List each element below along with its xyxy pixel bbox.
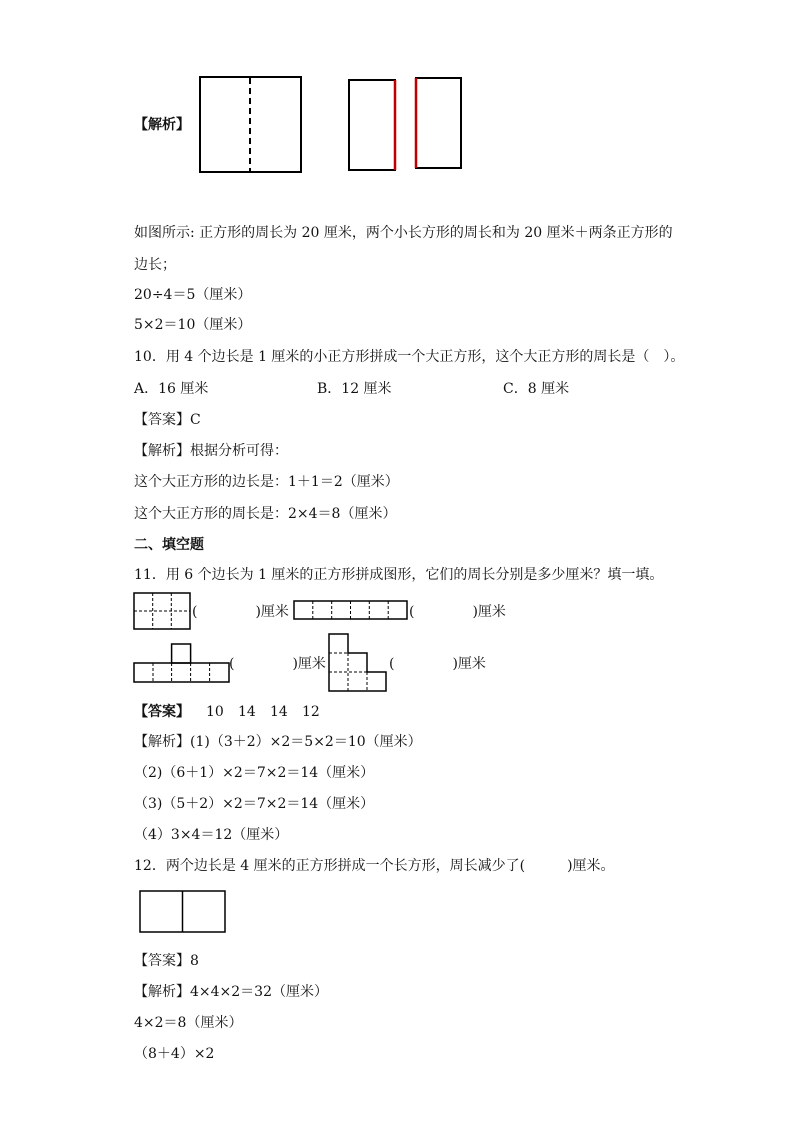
q11-answer-tag: 【答案】 (134, 704, 190, 720)
q12-analysis: 【解析】4×4×2＝32（厘米） (134, 984, 328, 1000)
q11-answer-1: 10 (206, 704, 224, 720)
blank-close: )厘米 (292, 656, 326, 672)
q11-figure-4 (328, 633, 388, 693)
q10-answer: 【答案】C (134, 412, 201, 428)
q11-figure-1 (133, 592, 191, 630)
section-title: 二、填空题 (134, 537, 204, 553)
q11-question: 11．用 6 个边长为 1 厘米的正方形拼成图形，它们的周长分别是多少厘米？填一填。 (134, 567, 664, 583)
blank-open: ( (229, 656, 235, 672)
square-split-figure (199, 76, 303, 174)
q12-rectangle-figure (139, 890, 227, 934)
q10-analysis: 【解析】根据分析可得： (134, 443, 288, 459)
q10-option-c: C．8 厘米 (503, 381, 570, 397)
q11-answer-4: 12 (302, 704, 320, 720)
q12-answer: 【答案】8 (134, 953, 199, 969)
q12-question: 12．两个边长是 4 厘米的正方形拼成一个长方形，周长减少了( )厘米。 (134, 858, 615, 874)
q9-calc2: 5×2＝10（厘米） (134, 317, 252, 333)
q11-analysis-4: （4）3×4＝12（厘米） (134, 827, 289, 843)
q11-analysis-2: （2)（6＋1）×2＝7×2＝14（厘米） (134, 765, 375, 781)
blank-close: )厘米 (472, 604, 506, 620)
q11-blank-2[interactable] (409, 603, 506, 621)
two-rectangles-figure (348, 76, 464, 172)
blank-open: ( (409, 604, 415, 620)
q11-answer-2: 14 (238, 704, 256, 720)
q9-explanation-line1: 如图所示: 正方形的周长为 20 厘米，两个小长方形的周长和为 20 厘米＋两条正方形的 (134, 225, 673, 241)
q10-line1: 这个大正方形的边长是：1＋1＝2（厘米） (134, 474, 399, 490)
q11-blank-3[interactable] (229, 655, 326, 673)
q11-figure-2 (293, 600, 409, 620)
q11-figure-3 (133, 643, 231, 683)
blank-open: ( (389, 656, 395, 672)
blank-open: ( (192, 604, 198, 620)
q11-blank-4[interactable] (389, 655, 486, 673)
q10-question: 10．用 4 个边长是 1 厘米的小正方形拼成一个大正方形，这个大正方形的周长是（ ）。 (134, 349, 685, 365)
q12-line2: （8＋4）×2 (134, 1046, 215, 1062)
q9-explanation-line2: 边长； (134, 257, 176, 273)
q11-answer-3: 14 (270, 704, 288, 720)
q10-line2: 这个大正方形的周长是：2×4＝8（厘米） (134, 506, 397, 522)
analysis-tag: 【解析】 (134, 117, 190, 133)
blank-close: )厘米 (255, 604, 289, 620)
q11-analysis-3: （3)（5＋2）×2＝7×2＝14（厘米） (134, 796, 375, 812)
q11-blank-1[interactable] (192, 603, 289, 621)
q12-line1: 4×2＝8（厘米） (134, 1015, 243, 1031)
q9-calc1: 20÷4＝5（厘米） (134, 287, 252, 303)
q10-option-b: B．12 厘米 (317, 381, 392, 397)
q11-analysis-1: 【解析】(1)（3＋2）×2＝5×2＝10（厘米） (134, 734, 422, 750)
blank-close: )厘米 (452, 656, 486, 672)
q10-option-a: A．16 厘米 (134, 381, 209, 397)
